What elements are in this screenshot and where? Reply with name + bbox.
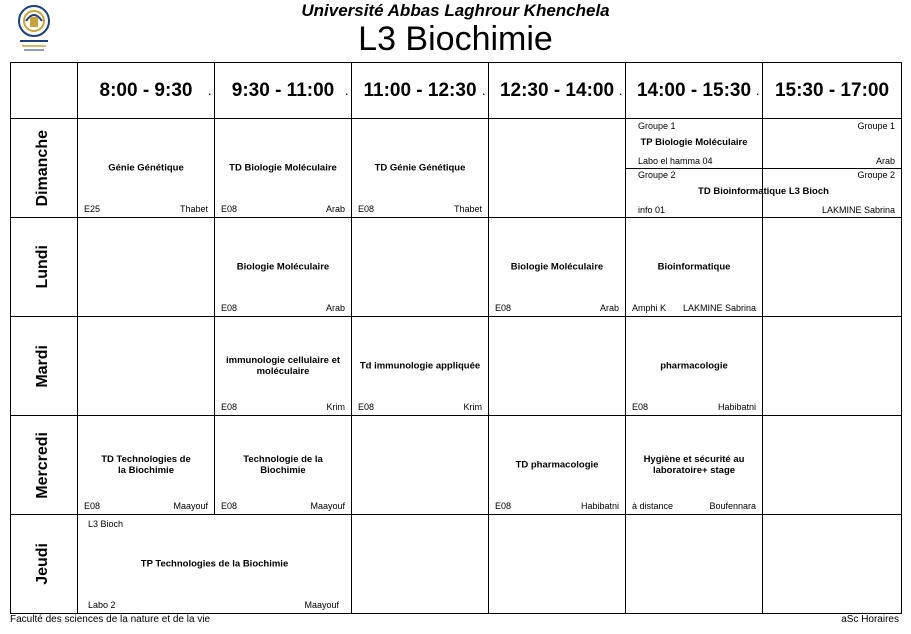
empty-cell [489, 515, 626, 614]
time-slot-1: 8:00 - 9:30 . [78, 63, 215, 119]
event-subject: pharmacologie [660, 360, 728, 372]
event-room: Amphi K [632, 303, 667, 313]
event-room: E08 [358, 402, 375, 412]
empty-cell [763, 416, 902, 515]
day-label-mardi: Mardi [11, 317, 78, 416]
empty-cell [763, 218, 902, 317]
day-row-lundi [11, 218, 902, 317]
event-room: E08 [221, 501, 238, 511]
time-slot-3: 11:00 - 12:30 . [352, 63, 489, 119]
time-slot-6: 15:30 - 17:00 [763, 63, 902, 119]
event-subject: TP Technologies de la Biochimie [140, 558, 289, 570]
event-teacher: Arab [325, 303, 345, 313]
group-2-event-ext[interactable] [763, 168, 901, 217]
event-subject: Bioinformatique [657, 261, 731, 273]
event-cell[interactable] [78, 515, 352, 614]
event-teacher: Krim [463, 402, 482, 412]
empty-cell [78, 218, 215, 317]
page-title: L3 Biochimie [358, 20, 553, 58]
empty-cell [763, 515, 902, 614]
event-cell-split-ext[interactable] [763, 119, 902, 218]
empty-cell [352, 218, 489, 317]
event-teacher: Habibatni [717, 402, 756, 412]
day-label-jeudi: Jeudi [11, 515, 78, 614]
corner-cell [11, 63, 78, 119]
event-teacher: Maayouf [304, 600, 339, 610]
event-room: info 01 [638, 205, 666, 215]
day-row-jeudi [11, 515, 902, 614]
event-subject: Td immunologie appliquée [359, 360, 481, 372]
group-1-event-ext[interactable] [763, 119, 901, 169]
event-subject: TD pharmacologie [515, 459, 599, 471]
event-room: E08 [221, 303, 238, 313]
empty-cell [489, 317, 626, 416]
event-room: E08 [221, 402, 238, 412]
event-cell[interactable] [78, 119, 215, 218]
empty-cell [763, 317, 902, 416]
event-subject: TD Biologie Moléculaire [229, 162, 337, 174]
day-row-mardi [11, 317, 902, 416]
event-cell[interactable] [215, 317, 352, 416]
event-subject: immunologie cellulaire et moléculaire [225, 355, 341, 377]
event-cell-split[interactable] [626, 119, 829, 218]
event-room: E08 [84, 501, 101, 511]
empty-cell [78, 317, 215, 416]
day-label-lundi: Lundi [11, 218, 78, 317]
event-subject: TP Biologie Moléculaire [640, 137, 748, 148]
event-teacher: Arab [599, 303, 619, 313]
event-room: Labo 2 [88, 600, 116, 610]
time-slot-2: 9:30 - 11:00 . [215, 63, 352, 119]
event-cell[interactable] [489, 416, 626, 515]
footer-software: aSc Horaires [841, 614, 899, 625]
timetable-grid [10, 62, 902, 614]
day-label-mercredi: Mercredi [11, 416, 78, 515]
event-subject: Biologie Moléculaire [510, 261, 604, 273]
event-cell[interactable] [626, 218, 763, 317]
event-room: E25 [84, 204, 101, 214]
group-label: Groupe 1 [638, 121, 676, 131]
event-room: E08 [221, 204, 238, 214]
event-room: E08 [632, 402, 649, 412]
event-cell[interactable] [626, 317, 763, 416]
empty-cell [489, 119, 626, 218]
event-cell[interactable] [352, 317, 489, 416]
event-cell[interactable] [215, 416, 352, 515]
event-cell[interactable] [626, 416, 763, 515]
time-slot-5: 14:00 - 15:30 . [626, 63, 763, 119]
event-group: L3 Bioch [88, 519, 124, 529]
event-cell[interactable] [215, 119, 352, 218]
event-teacher: Maayouf [173, 501, 208, 511]
event-teacher: Thabet [453, 204, 482, 214]
event-teacher: Arab [325, 204, 345, 214]
empty-cell [352, 416, 489, 515]
time-slot-4: 12:30 - 14:00 . [489, 63, 626, 119]
event-room: E08 [358, 204, 375, 214]
event-teacher: Boufennara [709, 501, 756, 511]
event-subject: Biologie Moléculaire [236, 261, 330, 273]
day-row-mercredi [11, 416, 902, 515]
event-teacher: LAKMINE Sabrina [821, 205, 895, 215]
event-subject: TD Génie Génétique [374, 162, 466, 174]
event-subject: Hygiène et sécurité au laboratoire+ stage [643, 454, 745, 476]
event-subject: TD Technologies de la Biochimie [101, 454, 191, 476]
group-label: Groupe 2 [638, 170, 676, 180]
group-label: Groupe 1 [857, 121, 895, 131]
event-room: à distance [632, 501, 674, 511]
day-row-dimanche [11, 119, 902, 218]
empty-cell [626, 515, 763, 614]
event-subject: TD Bioinformatique L3 Bioch [698, 186, 829, 197]
event-teacher: Maayouf [310, 501, 345, 511]
event-subject: Technologie de la Biochimie [243, 454, 323, 476]
header-row [11, 63, 902, 119]
event-room: E08 [495, 501, 512, 511]
event-cell[interactable] [352, 119, 489, 218]
event-teacher: Thabet [179, 204, 208, 214]
group-label: Groupe 2 [857, 170, 895, 180]
event-teacher: Krim [326, 402, 345, 412]
event-subject: Génie Génétique [108, 162, 184, 174]
event-teacher: LAKMINE Sabrina [682, 303, 756, 313]
event-cell[interactable] [489, 218, 626, 317]
event-teacher: Habibatni [580, 501, 619, 511]
university-name: Université Abbas Laghrour Khenchela [301, 1, 610, 20]
event-teacher: Arab [875, 156, 895, 166]
footer-faculty: Faculté des sciences de la nature et de la vie [10, 614, 211, 625]
event-room: Labo el hamma 04 [638, 156, 713, 166]
event-cell[interactable] [215, 218, 352, 317]
event-room: E08 [495, 303, 512, 313]
event-cell[interactable] [78, 416, 215, 515]
group-1-event[interactable] [626, 119, 762, 169]
group-2-event[interactable] [626, 168, 829, 217]
empty-cell [352, 515, 489, 614]
day-label-dimanche: Dimanche [11, 119, 78, 218]
